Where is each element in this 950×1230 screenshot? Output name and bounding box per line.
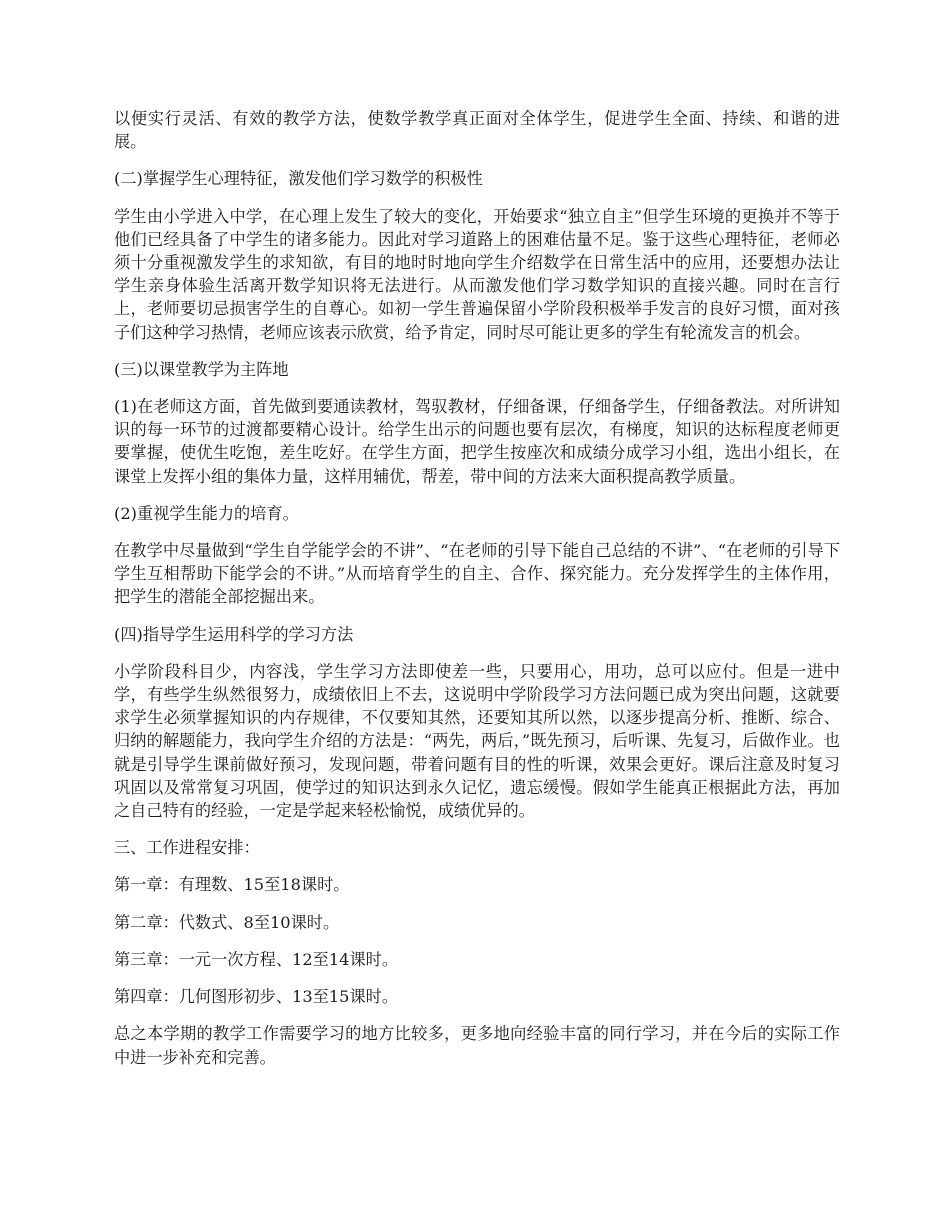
paragraph-psychology: 学生由小学进入中学，在心理上发生了较大的变化，开始要求“独立自主”但学生环境的更换并不等于他们已经具备了中学生的诸多能力。因此对学习道路上的困难估量不足。鉴于这些心理特征，老师必须十分重视激发学生的求知欲，有目的地时时地向学生介绍数学在日常生活中的应用，还要想办法让学生亲身体验生活离开数学知识将无法进行。从而激发他们学习数学知识的直接兴趣。同时在言行上，老师要切忌损害学生的自尊心。如初一学生普遍保留小学阶段积极举手发言的良好习惯，面对孩子们这种学习热情，老师应该表示欣赏，给予肯定，同时尽可能让更多的学生有轮流发言的机会。 [114, 206, 840, 342]
section-heading-classroom: (三)以课堂教学为主阵地 [114, 359, 289, 379]
paragraph-conclusion: 总之本学期的教学工作需要学习的地方比较多，更多地向经验丰富的同行学习，并在今后的实际工作中进一步补充和完善。 [114, 1024, 840, 1067]
section-heading-methods: (四)指导学生运用科学的学习方法 [114, 624, 354, 644]
paragraph-ability: 在教学中尽量做到“学生自学能学会的不讲”、“在老师的引导下能自己总结的不讲”、“在老师的引导下学生互相帮助下能学会的不讲。”从而培育学生的自主、合作、探究能力。充分发挥学生的主体作用，把学生的潜能全部挖掘出来。 [114, 541, 840, 607]
subheading-ability: (2)重视学生能力的培育。 [114, 503, 299, 523]
schedule-item-chapter-3: 第三章：一元一次方程、12至14课时。 [114, 949, 399, 969]
paragraph-classroom-teacher: (1)在老师这方面，首先做到要通读教材，驾驭教材，仔细备课，仔细备学生，仔细备教法。对所讲知识的每一环节的过渡都要精心设计。给学生出示的问题也要有层次，有梯度，知识的达标程度老师更要掌握，使优生吃饱，差生吃好。在学生方面，把学生按座次和成绩分成学习小组，选出小组长，在课堂上发挥小组的集体力量，这样用辅优，帮差，带中间的方法来大面积提高教学质量。 [114, 397, 840, 486]
schedule-item-chapter-2: 第二章：代数式、8至10课时。 [114, 912, 340, 932]
document-body [114, 107, 840, 1083]
section-heading-schedule: 三、工作进程安排： [114, 838, 260, 858]
paragraph-intro-continuation: 以便实行灵活、有效的教学方法，使数学教学真正面对全体学生，促进学生全面、持续、和谐的进展。 [114, 109, 840, 152]
schedule-item-chapter-1: 第一章：有理数、15至18课时。 [114, 875, 350, 895]
paragraph-methods: 小学阶段科目少，内容浅，学生学习方法即使差一些，只要用心，用功，总可以应付。但是一进中学，有些学生纵然很努力，成绩依旧上不去，这说明中学阶段学习方法问题已成为突出问题，这就要求学生必须掌握知识的内存规律，不仅要知其然，还要知其所以然，以逐步提高分析、推断、综合、归纳的解题能力，我向学生介绍的方法是：“两先，两后，”既先预习，后听课、先复习，后做作业。也就是引导学生课前做好预习，发现问题，带着问题有目的性的听课，效果会更好。课后注意及时复习巩固以及常常复习巩固，使学过的知识达到永久记忆，遗忘缓慢。假如学生能真正根据此方法，再加之自己特有的经验，一定是学起来轻松愉悦，成绩优异的。 [114, 661, 840, 821]
section-heading-psychology: (二)掌握学生心理特征，激发他们学习数学的积极性 [114, 169, 483, 189]
schedule-item-chapter-4: 第四章：几何图形初步、13至15课时。 [114, 987, 399, 1007]
